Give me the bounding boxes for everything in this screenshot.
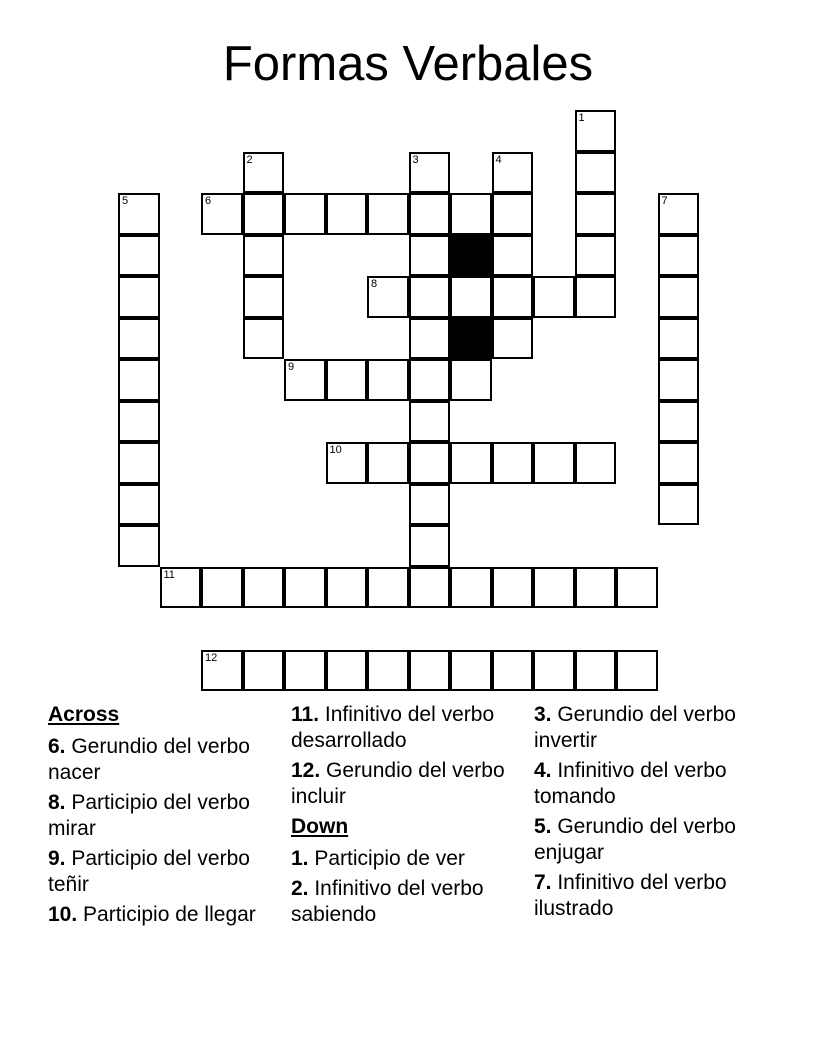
crossword-cell[interactable] (367, 567, 409, 609)
crossword-cell[interactable] (243, 235, 285, 277)
clue-text: Infinitivo del verbo tomando (534, 759, 727, 808)
crossword-cell[interactable] (118, 442, 160, 484)
crossword-cell[interactable] (118, 318, 160, 360)
crossword-cell[interactable] (284, 650, 326, 692)
clue (48, 846, 288, 898)
clue-text: Gerundio del verbo nacer (48, 735, 250, 784)
crossword-cell[interactable] (533, 276, 575, 318)
crossword-cell[interactable] (658, 193, 700, 235)
clue-label-number: 5. (534, 815, 552, 838)
crossword-cell[interactable] (492, 567, 534, 609)
clue (534, 702, 774, 754)
clue-label-number: 8. (48, 791, 66, 814)
crossword-cell[interactable] (492, 442, 534, 484)
crossword-cell[interactable] (160, 567, 202, 609)
crossword-cell[interactable] (118, 276, 160, 318)
black-square (450, 318, 492, 360)
clue-number: 6 (205, 195, 212, 207)
clue (534, 870, 774, 922)
crossword-cell[interactable] (243, 193, 285, 235)
crossword-cell[interactable] (409, 276, 451, 318)
clue (291, 876, 531, 928)
crossword-cell[interactable] (575, 442, 617, 484)
crossword-cell[interactable] (201, 193, 243, 235)
crossword-cell[interactable] (575, 567, 617, 609)
clue-number: 7 (661, 195, 668, 207)
crossword-cell[interactable] (409, 525, 451, 567)
crossword-cell[interactable] (409, 235, 451, 277)
clue-label-number: 4. (534, 759, 552, 782)
clue-number: 11 (163, 568, 175, 581)
crossword-cell[interactable] (118, 525, 160, 567)
clue-label-number: 11. (291, 703, 320, 726)
clue (534, 814, 774, 866)
crossword-cell[interactable] (533, 567, 575, 609)
crossword-cell[interactable] (450, 567, 492, 609)
crossword-cell[interactable] (243, 276, 285, 318)
clue-text: Infinitivo del verbo desarrollado (291, 703, 495, 752)
crossword-cell[interactable] (616, 650, 658, 692)
crossword-cell[interactable] (575, 276, 617, 318)
puzzle-title: Formas Verbales (222, 37, 594, 91)
clue-text: Participio del verbo mirar (48, 791, 250, 840)
crossword-cell[interactable] (658, 401, 700, 443)
clue-number: 2 (246, 153, 253, 166)
crossword-cell[interactable] (450, 650, 492, 692)
clue (291, 702, 531, 754)
crossword-cell[interactable] (118, 235, 160, 277)
clue-label-number: 3. (534, 703, 552, 726)
crossword-cell[interactable] (326, 442, 368, 484)
across-heading: Across (48, 703, 120, 726)
black-square (450, 235, 492, 277)
clue-label-number: 10. (48, 903, 78, 926)
crossword-cell[interactable] (409, 401, 451, 443)
crossword-cell[interactable] (118, 401, 160, 443)
crossword-cell[interactable] (326, 650, 368, 692)
crossword-cell[interactable] (326, 193, 368, 235)
clue-text: Gerundio del verbo incluir (291, 759, 505, 808)
crossword-cell[interactable] (658, 235, 700, 277)
clue-text: Participio de llegar (77, 903, 256, 926)
crossword-cell[interactable] (118, 359, 160, 401)
crossword-cell[interactable] (409, 152, 451, 194)
crossword-cell[interactable] (575, 152, 617, 194)
crossword-cell[interactable] (575, 650, 617, 692)
crossword-cell[interactable] (367, 650, 409, 692)
crossword-cell[interactable] (409, 650, 451, 692)
crossword-cell[interactable] (367, 276, 409, 318)
crossword-cell[interactable] (658, 276, 700, 318)
crossword-cell[interactable] (575, 110, 617, 152)
crossword-cell[interactable] (658, 442, 700, 484)
crossword-cell[interactable] (409, 567, 451, 609)
crossword-cell[interactable] (326, 567, 368, 609)
crossword-cell[interactable] (243, 650, 285, 692)
clue-text: Gerundio del verbo invertir (534, 703, 736, 752)
crossword-cell[interactable] (409, 359, 451, 401)
clue-label-number: 7. (534, 871, 552, 894)
clues-column-1 (48, 702, 288, 932)
clue-label-number: 2. (291, 877, 309, 900)
crossword-cell[interactable] (616, 567, 658, 609)
clue (291, 758, 531, 810)
clues-column-3 (534, 702, 774, 926)
clues-column-2 (291, 702, 531, 932)
clue-number: 1 (578, 112, 585, 124)
crossword-cell[interactable] (367, 359, 409, 401)
crossword-cell[interactable] (284, 359, 326, 401)
clue-text: Gerundio del verbo enjugar (534, 815, 736, 864)
down-heading: Down (291, 815, 349, 838)
clue-text: Infinitivo del verbo ilustrado (534, 871, 727, 920)
crossword-cell[interactable] (409, 442, 451, 484)
crossword-cell[interactable] (367, 193, 409, 235)
crossword-cell[interactable] (492, 235, 534, 277)
crossword-cell[interactable] (450, 359, 492, 401)
crossword-cell[interactable] (450, 276, 492, 318)
clue-label-number: 1. (291, 847, 309, 870)
crossword-cell[interactable] (492, 152, 534, 194)
crossword-cell[interactable] (201, 650, 243, 692)
crossword-cell[interactable] (243, 318, 285, 360)
crossword-cell[interactable] (326, 359, 368, 401)
crossword-cell[interactable] (118, 484, 160, 526)
clue-text: Participio de ver (308, 847, 465, 870)
clue-number: 3 (412, 153, 419, 166)
crossword-cell[interactable] (533, 442, 575, 484)
crossword-cell[interactable] (533, 650, 575, 692)
crossword-cell[interactable] (118, 193, 160, 235)
clue (48, 734, 288, 786)
crossword-cell[interactable] (284, 567, 326, 609)
crossword-cell[interactable] (658, 318, 700, 360)
crossword-cell[interactable] (492, 650, 534, 692)
clue-text: Infinitivo del verbo sabiendo (291, 877, 484, 926)
clue-number: 10 (329, 444, 342, 456)
crossword-cell[interactable] (492, 318, 534, 360)
clue-number: 9 (288, 361, 295, 373)
crossword-cell[interactable] (575, 193, 617, 235)
crossword-cell[interactable] (409, 193, 451, 235)
crossword-cell[interactable] (409, 484, 451, 526)
crossword-cell[interactable] (243, 567, 285, 609)
crossword-cell[interactable] (575, 235, 617, 277)
clue-label-number: 9. (48, 847, 66, 870)
crossword-cell[interactable] (201, 567, 243, 609)
crossword-cell[interactable] (243, 152, 285, 194)
crossword-cell[interactable] (492, 193, 534, 235)
crossword-cell[interactable] (450, 442, 492, 484)
crossword-cell[interactable] (409, 318, 451, 360)
clue (48, 902, 288, 928)
clue-text: Participio del verbo teñir (48, 847, 250, 896)
crossword-cell[interactable] (658, 359, 700, 401)
crossword-cell[interactable] (367, 442, 409, 484)
clue-label-number: 12. (291, 759, 321, 782)
clue (534, 758, 774, 810)
crossword-cell[interactable] (658, 484, 700, 526)
crossword-cell[interactable] (284, 193, 326, 235)
clue (291, 846, 531, 872)
clue-number: 5 (122, 195, 129, 207)
clue-label-number: 6. (48, 735, 66, 758)
clue-number: 12 (205, 651, 218, 664)
clue (48, 790, 288, 842)
clue-number: 8 (371, 278, 378, 290)
crossword-cell[interactable] (492, 276, 534, 318)
crossword-cell[interactable] (450, 193, 492, 235)
clue-number: 4 (495, 153, 502, 166)
